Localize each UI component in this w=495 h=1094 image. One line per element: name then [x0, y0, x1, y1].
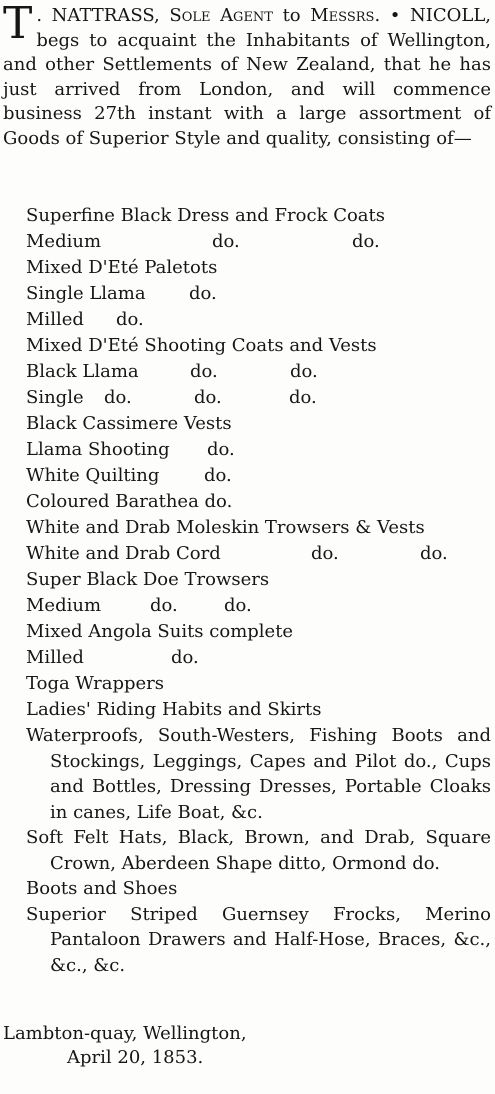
drop-cap-letter: T [3, 0, 33, 49]
list-item: White and Drab Moleskin Trowsers & Vests [26, 517, 425, 538]
list-item: White and Drab Cord do. do. [26, 543, 448, 564]
list-item: White Quilting do. [26, 465, 232, 486]
list-item: Single Llama do. [26, 283, 217, 304]
sole-agent-text: Sole Agent [169, 5, 273, 26]
list-item: Toga Wrappers [26, 673, 164, 694]
messrs-text: Messrs. [310, 5, 381, 26]
goods-list [26, 203, 491, 978]
intro-text-2: to [272, 5, 311, 26]
list-item: Mixed D'Eté Paletots [26, 257, 218, 278]
list-item: Superfine Black Dress and Frock Coats [26, 205, 386, 226]
signoff-place: Lambton-quay, Wellington, [3, 1023, 247, 1044]
list-paragraph-waterproofs: Waterproofs, South-Westers, Fishing Boots and Stockings, Leggings, Capes and Pilot do., Cups and Bottles, Dressing Dresses, Portable Cloaks in canes, Life Boat, &c. [26, 725, 491, 823]
intro-text-3: • NICOLL, begs to acquaint the Inhabitants of Wellington, and other Settlements of New Zealand, that he has just arrived from London, and will commence business 27th instant with a large assortment of Goods of Superior Style and quality, consisting of— [3, 5, 491, 149]
list-item: Mixed D'Eté Shooting Coats and Vests [26, 335, 377, 356]
list-item: Llama Shooting do. [26, 439, 235, 460]
list-item: Milled do. [26, 647, 199, 668]
list-item: Medium do. do. [26, 231, 380, 252]
list-paragraph-boots: Boots and Shoes [26, 878, 178, 899]
list-item: Black Cassimere Vests [26, 413, 232, 434]
list-item: Single do. do. do. [26, 387, 317, 408]
list-paragraph-hats: Soft Felt Hats, Black, Brown, and Drab, Square Crown, Aberdeen Shape ditto, Ormond do. [26, 827, 491, 874]
list-item: Medium do. do. [26, 595, 252, 616]
list-item: Coloured Barathea do. [26, 491, 233, 512]
list-paragraph-frocks: Superior Striped Guernsey Frocks, Merino Pantaloon Drawers and Half-Hose, Braces, &c., &c., &c. [26, 903, 491, 976]
advertisement-intro [3, 0, 491, 151]
list-item: Milled do. [26, 309, 144, 330]
list-item: Black Llama do. do. [26, 361, 318, 382]
signoff-date: April 20, 1853. [67, 1047, 204, 1068]
list-item: Ladies' Riding Habits and Skirts [26, 699, 322, 720]
advertisement-signoff [3, 1022, 247, 1070]
intro-text-1: . NATTRASS, [36, 5, 170, 26]
list-item: Super Black Doe Trowsers [26, 569, 270, 590]
list-item: Mixed Angola Suits complete [26, 621, 294, 642]
